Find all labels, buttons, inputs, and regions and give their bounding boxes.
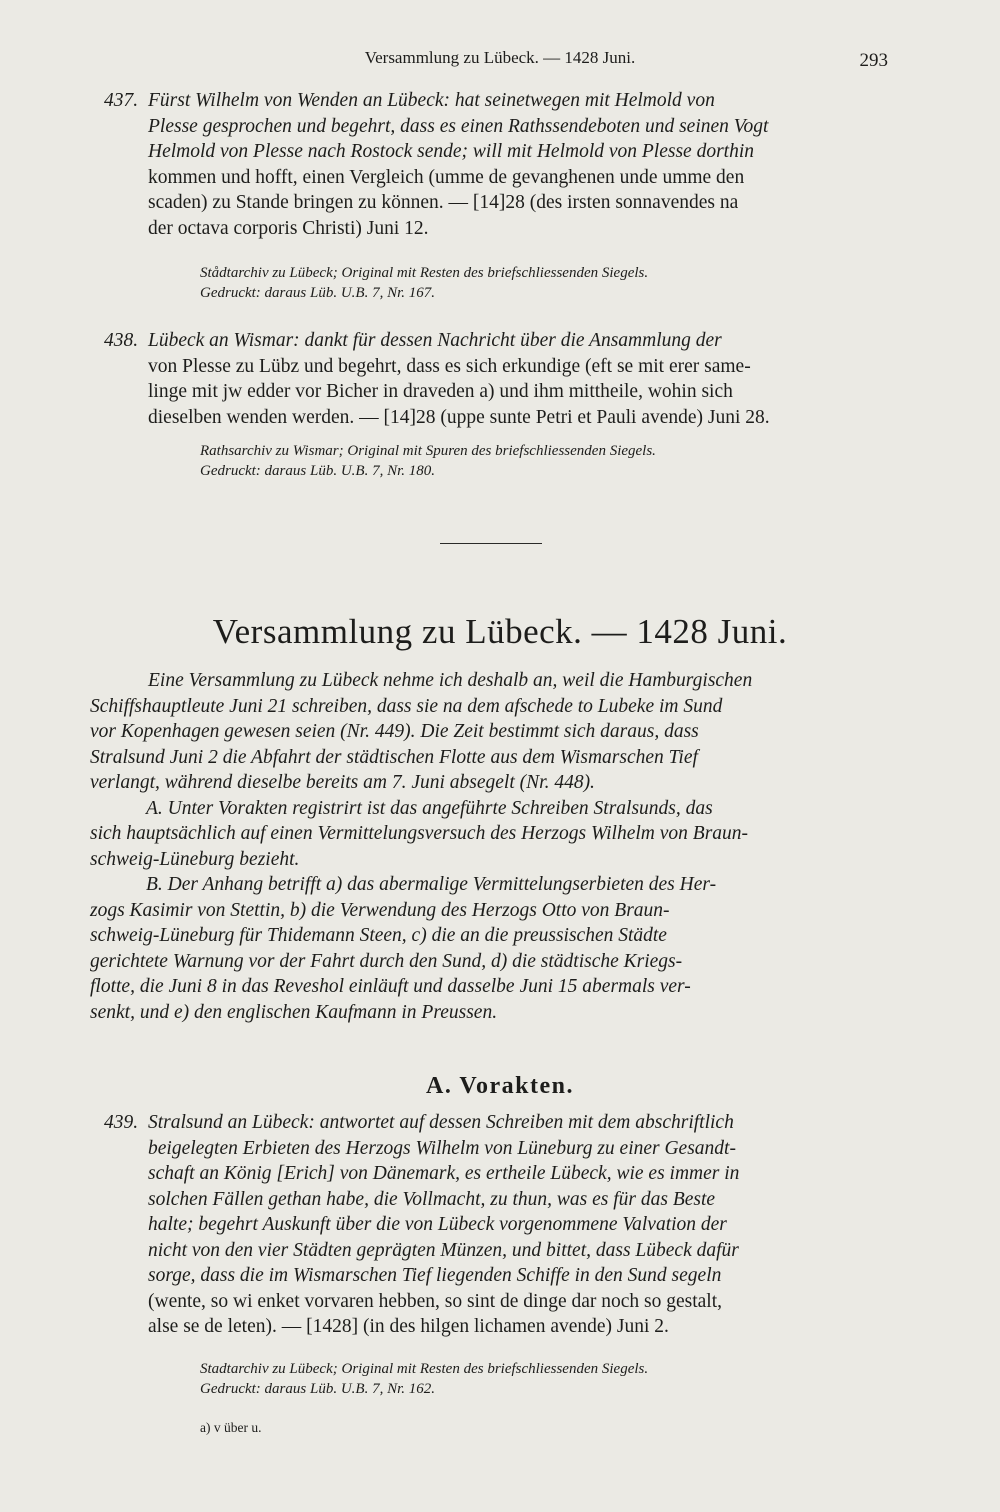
entry-line: linge mit jw edder vor Bicher in draveden a) und ihm mittheile, wohin sich <box>148 381 733 402</box>
entry-number: 437. <box>104 90 139 111</box>
footnote: a) v über u. <box>200 1420 262 1435</box>
entry-439 <box>104 1110 894 1340</box>
intro-line: flotte, die Juni 8 in das Reveshol einläuft und dasselbe Juni 15 abermals ver- <box>90 976 691 997</box>
source-line: Stadtarchiv zu Lübeck; Original mit Resten des briefschliessenden Siegels. <box>200 1361 649 1377</box>
entry-line: beigelegten Erbieten des Herzogs Wilhelm von Lüneburg zu einer Gesandt- <box>148 1137 736 1159</box>
running-head <box>0 44 1000 74</box>
section-divider <box>440 543 542 544</box>
intro-line: Schiffshauptleute Juni 21 schreiben, dass sie na dem afschede to Lubeke im Sund <box>90 695 723 717</box>
entry-line: Plesse gesprochen und begehrt, dass es einen Rathssendeboten und seinen Vogt <box>148 115 769 137</box>
intro-line: gerichtete Warnung vor der Fahrt durch den Sund, d) die städtische Kriegs- <box>90 950 683 972</box>
entry-line: (wente, so wi enket vorvaren hebben, so sint de dinge dar noch so gestalt, <box>148 1290 723 1312</box>
source-line: Rathsarchiv zu Wismar; Original mit Spuren des briefschliessenden Siegels. <box>200 443 656 459</box>
entry-line: solchen Fällen gethan habe, die Vollmacht, zu thun, was es für das Beste <box>148 1188 716 1210</box>
entry-number: 438. <box>104 330 139 351</box>
entry-line: von Plesse zu Lübz und begehrt, dass es sich erkundige (eft se mit erer same- <box>148 355 751 377</box>
source-line: Gedruckt: daraus Lüb. U.B. 7, Nr. 180. <box>200 462 435 479</box>
source-line: Gedruckt: daraus Lüb. U.B. 7, Nr. 167. <box>200 284 435 301</box>
entry-437 <box>104 88 894 241</box>
intro-line: senkt, und e) den englischen Kaufmann in Preussen. <box>90 1001 498 1023</box>
entry-line: halte; begehrt Auskunft über die von Lübeck vorgenommene Valvation der <box>148 1214 727 1235</box>
intro-line: schweig-Lüneburg bezieht. <box>90 848 300 870</box>
entry-438-sources <box>200 442 656 481</box>
entry-line: Lübeck an Wismar: dankt für dessen Nachricht über die Ansammlung der <box>148 330 722 351</box>
section-title: Versammlung zu Lübeck. — 1428 Juni. <box>212 612 788 651</box>
source-line: Stådtarchiv zu Lübeck; Original mit Resten des briefschliessenden Siegels. <box>200 265 649 281</box>
entry-line: schaft an König [Erich] von Dänemark, es ertheile Lübeck, wie es immer in <box>148 1163 740 1184</box>
source-line: Gedruckt: daraus Lüb. U.B. 7, Nr. 162. <box>200 1380 435 1397</box>
entry-line: sorge, dass die im Wismarschen Tief liegenden Schiffe in den Sund segeln <box>148 1265 722 1286</box>
entry-line: alse se de leten). — [1428] (in des hilgen lichamen avende) Juni 2. <box>148 1316 669 1337</box>
intro-line: schweig-Lüneburg für Thidemann Steen, c) die an die preussischen Städte <box>90 925 667 946</box>
entry-437-sources <box>200 264 648 303</box>
intro-line: A. Unter Vorakten registrirt ist das angeführte Schreiben Stralsunds, das <box>146 797 713 819</box>
intro-line: Stralsund Juni 2 die Abfahrt der städtischen Flotte aus dem Wismarschen Tief <box>90 746 698 768</box>
entry-line: kommen und hofft, einen Vergleich (umme de gevanghenen unde umme den <box>148 166 745 188</box>
entry-439-sources <box>200 1360 648 1399</box>
entry-line: Stralsund an Lübeck: antwortet auf dessen Schreiben mit dem abschriftlich <box>148 1112 734 1133</box>
entry-line: nicht von den vier Städten geprägten Münzen, und bittet, dass Lübeck dafür <box>148 1239 739 1261</box>
intro-line: zogs Kasimir von Stettin, b) die Verwendung des Herzogs Otto von Braun- <box>90 899 670 921</box>
intro-line: vor Kopenhagen gewesen seien (Nr. 449). Die Zeit bestimmt sich daraus, dass <box>90 721 699 742</box>
section-intro <box>90 668 890 1025</box>
intro-line: B. Der Anhang betrifft a) das abermalige Vermittelungserbieten des Her- <box>146 874 717 895</box>
intro-line: sich hauptsächlich auf einen Vermittelungsversuch des Herzogs Wilhelm von Braun- <box>90 823 749 844</box>
subsection-title: A. Vorakten. <box>425 1073 575 1099</box>
entry-number: 439. <box>104 1112 139 1133</box>
intro-line: Eine Versammlung zu Lübeck nehme ich deshalb an, weil die Hamburgischen <box>148 670 753 691</box>
entry-438 <box>104 328 894 430</box>
entry-line: Helmold von Plesse nach Rostock sende; will mit Helmold von Plesse dorthin <box>148 141 755 162</box>
page-number: 293 <box>859 50 888 71</box>
entry-line: scaden) zu Stande bringen zu können. — [14]28 (des irsten sonnavendes na <box>148 192 739 213</box>
entry-line: Fürst Wilhelm von Wenden an Lübeck: hat seinetwegen mit Helmold von <box>148 90 715 111</box>
running-head-title: Versammlung zu Lübeck. — 1428 Juni. <box>364 48 636 67</box>
intro-line: verlangt, während dieselbe bereits am 7. Juni absegelt (Nr. 448). <box>90 772 595 793</box>
entry-line: dieselben wenden werden. — [14]28 (uppe sunte Petri et Pauli avende) Juni 28. <box>148 406 770 428</box>
entry-line: der octava corporis Christi) Juni 12. <box>148 217 429 239</box>
